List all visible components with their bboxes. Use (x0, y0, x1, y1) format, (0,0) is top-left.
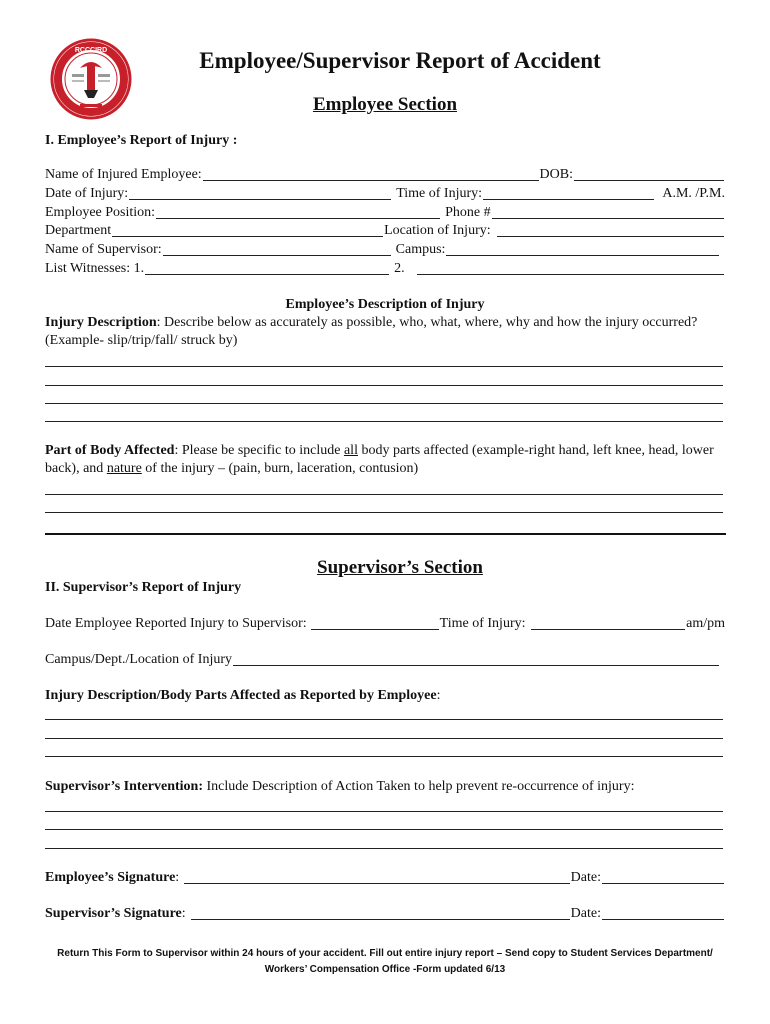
supervisor-report-heading: II. Supervisor’s Report of Injury (45, 580, 242, 595)
supervisor-time-field[interactable] (531, 616, 686, 630)
injury-description-line[interactable] (45, 403, 723, 404)
injury-description-line[interactable] (45, 366, 723, 367)
supervisor-name-field[interactable] (163, 242, 391, 256)
witnesses-row (45, 260, 725, 278)
name-label: Name of Injured Employee: (45, 167, 202, 182)
body-part-nature: nature (106, 461, 142, 476)
injury-description-line[interactable] (45, 385, 723, 386)
supervisor-signature-field[interactable] (191, 906, 570, 920)
date-time-row (45, 185, 725, 203)
date-of-injury-label: Date of Injury: (45, 186, 129, 201)
campus-location-field[interactable] (233, 652, 719, 666)
logo-text: RCCCIRD (74, 47, 108, 54)
injury-reported-line[interactable] (45, 719, 723, 720)
injury-reported-line[interactable] (45, 756, 723, 757)
colon-text: : (436, 688, 441, 703)
injury-description-text: : Describe below as accurately as possible, who, what, where, why and how the injury occurred? (Example- slip/trip/fall/ struck by) (45, 315, 698, 348)
supervisor-section-title: Supervisor’s Section (317, 557, 483, 578)
college-seal-logo (50, 38, 132, 120)
intervention-prompt (45, 778, 725, 796)
witness2-label: 2. (394, 261, 405, 276)
campus-label: Campus: (395, 242, 446, 257)
supervisor-signature-row (45, 905, 725, 923)
colon-text: : (181, 906, 186, 921)
injury-description-line[interactable] (45, 421, 723, 422)
supervisor-campus-row (45, 241, 725, 259)
body-part-label: Part of Body Affected (45, 443, 175, 458)
time-of-injury-label: Time of Injury: (396, 186, 483, 201)
supervisor-ampm-label: am/pm (686, 616, 725, 631)
date-reported-row (45, 615, 725, 633)
date-of-injury-field[interactable] (129, 186, 391, 200)
intervention-line[interactable] (45, 848, 723, 849)
position-label: Employee Position: (45, 205, 156, 220)
injury-reported-label: Injury Description/Body Parts Affected as Reported by Employee (45, 688, 437, 703)
ampm-label: A.M. /P.M. (662, 186, 725, 201)
witness1-label: List Witnesses: 1. (45, 261, 145, 276)
footer-line-1: Return This Form to Supervisor within 24 hours of your accident. Fill out entire injury report – Send copy to Student Services Department/ (57, 948, 713, 959)
department-field[interactable] (112, 223, 383, 237)
footer-instructions (30, 946, 740, 978)
date-reported-label: Date Employee Reported Injury to Supervisor: (45, 616, 307, 631)
position-phone-row (45, 204, 725, 222)
body-part-text: of the injury – (pain, burn, laceration, contusion) (141, 461, 419, 476)
injured-employee-row (45, 166, 725, 184)
employee-signature-label: Employee’s Signature (45, 870, 176, 885)
employee-signature-row (45, 869, 725, 887)
dob-field[interactable] (574, 167, 724, 181)
witness2-field[interactable] (417, 261, 724, 275)
time-of-injury-field[interactable] (483, 186, 654, 200)
employee-report-heading: I. Employee’s Report of Injury : (45, 133, 238, 148)
section-divider (45, 533, 726, 535)
supervisor-signature-label: Supervisor’s Signature (45, 906, 182, 921)
employee-section-title: Employee Section (312, 94, 458, 115)
phone-field[interactable] (492, 205, 724, 219)
footer-line-2: Workers’ Compensation Office -Form updated 6/13 (264, 964, 506, 975)
name-field[interactable] (203, 167, 539, 181)
intervention-label: Supervisor’s Intervention: (45, 779, 204, 794)
employee-signature-date-field[interactable] (602, 870, 724, 884)
campus-field[interactable] (446, 242, 719, 256)
phone-label: Phone # (445, 205, 491, 220)
supervisor-signature-date-field[interactable] (602, 906, 724, 920)
body-part-prompt (45, 442, 725, 478)
page-title: Employee/Supervisor Report of Accident (199, 48, 601, 73)
department-location-row (45, 222, 725, 240)
employee-signature-date-label: Date: (570, 870, 601, 885)
department-label: Department (45, 223, 112, 238)
employee-signature-field[interactable] (184, 870, 570, 884)
body-part-line[interactable] (45, 494, 723, 495)
body-part-text: body parts affected (example-right hand, left knee, head, lower back), and (45, 443, 714, 476)
position-field[interactable] (156, 205, 440, 219)
colon-text: : (175, 870, 180, 885)
intervention-text: Include Description of Action Taken to help prevent re-occurrence of injury: (203, 779, 635, 794)
injury-description-label: Injury Description (45, 315, 157, 330)
dob-label: DOB: (539, 167, 573, 182)
campus-location-label: Campus/Dept./Location of Injury (45, 652, 233, 667)
supervisor-name-label: Name of Supervisor: (45, 242, 162, 257)
injury-reported-prompt (45, 687, 725, 705)
body-part-all: all (343, 443, 358, 458)
supervisor-time-label: Time of Injury: (439, 616, 526, 631)
body-part-text: : Please be specific to include (174, 443, 344, 458)
witness1-field[interactable] (145, 261, 389, 275)
injury-description-prompt (45, 314, 725, 350)
intervention-line[interactable] (45, 811, 723, 812)
intervention-line[interactable] (45, 829, 723, 830)
employee-description-heading: Employee’s Description of Injury (285, 297, 485, 312)
location-field[interactable] (497, 223, 724, 237)
campus-location-row (45, 651, 725, 669)
date-reported-field[interactable] (311, 616, 439, 630)
location-label: Location of Injury: (384, 223, 491, 238)
body-part-line[interactable] (45, 512, 723, 513)
injury-reported-line[interactable] (45, 738, 723, 739)
supervisor-signature-date-label: Date: (570, 906, 601, 921)
